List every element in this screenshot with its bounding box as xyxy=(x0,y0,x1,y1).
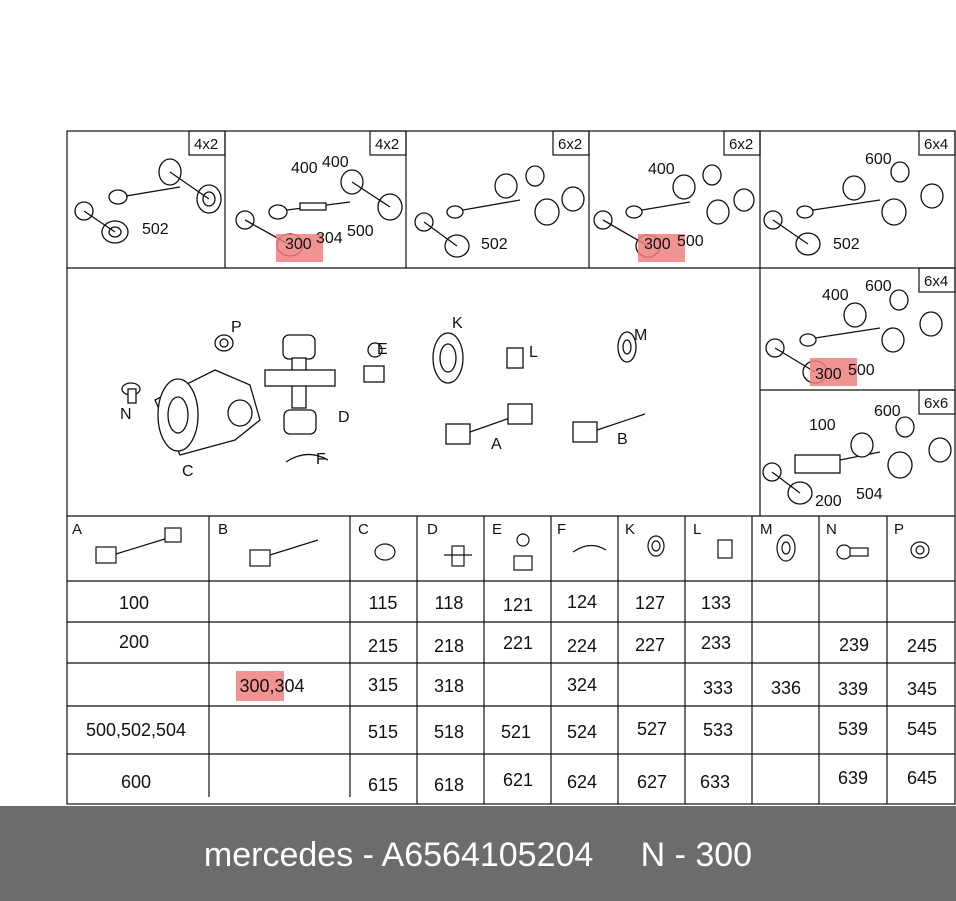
column-header: A xyxy=(72,521,83,538)
column-header: B xyxy=(218,521,229,538)
flange-yoke-c xyxy=(155,370,260,455)
callout-label: 600 xyxy=(874,403,901,420)
table-cell: 618 xyxy=(433,775,465,795)
column-header: F xyxy=(557,521,567,538)
table-cell: 600 xyxy=(120,772,152,792)
table-cell: 100 xyxy=(118,593,150,613)
table-cell-highlighted: 300,304 xyxy=(239,676,305,696)
seal-k xyxy=(433,333,463,383)
config-tag: 6x6 xyxy=(924,395,949,412)
table-cell: 633 xyxy=(699,772,731,792)
callout-label: 500 xyxy=(848,362,875,379)
part-letter: C xyxy=(182,463,194,480)
table-cell: 245 xyxy=(906,636,938,656)
callout-label: 600 xyxy=(865,151,892,168)
table-cell: 621 xyxy=(502,770,534,790)
table-cell: 215 xyxy=(367,636,399,656)
part-letter: E xyxy=(377,341,388,358)
table-cell: 333 xyxy=(702,678,734,698)
table-cell: 221 xyxy=(502,633,534,653)
table-cell: 224 xyxy=(566,636,598,656)
footer-part-number: A6564105204 xyxy=(381,836,594,874)
part-letter: A xyxy=(491,436,502,453)
callout-label: 300 xyxy=(644,236,671,253)
part-letter: K xyxy=(452,315,463,332)
shaft-a xyxy=(446,404,532,444)
callout-label: 300 xyxy=(815,366,842,383)
part-letter: F xyxy=(316,451,326,468)
column-header: N xyxy=(826,521,837,538)
part-letter: M xyxy=(634,327,648,344)
table-cell: 200 xyxy=(118,632,150,652)
table-cell: 539 xyxy=(837,719,869,739)
table-cell: 218 xyxy=(433,636,465,656)
callout-label: 304 xyxy=(316,230,343,247)
column-header: L xyxy=(693,521,702,538)
table-cell: 124 xyxy=(566,592,598,612)
table-cell: 521 xyxy=(500,722,532,742)
nut-p xyxy=(215,335,233,351)
table-cell: 645 xyxy=(906,768,938,788)
footer-brand: mercedes xyxy=(203,836,354,874)
column-header: P xyxy=(894,521,905,538)
plug-l xyxy=(507,348,523,368)
table-cell: 115 xyxy=(368,593,398,613)
column-header: D xyxy=(427,521,438,538)
table-cell: 127 xyxy=(634,593,666,613)
column-header: E xyxy=(492,521,503,538)
table-cell: 515 xyxy=(367,722,399,742)
callout-label: 500 xyxy=(677,233,704,250)
config-tag: 6x4 xyxy=(924,136,949,153)
bolt-n xyxy=(122,383,140,403)
part-letter: D xyxy=(338,409,350,426)
table-cell: 315 xyxy=(367,675,399,695)
callout-label: 400 xyxy=(322,154,349,171)
callout-label: 400 xyxy=(648,161,675,178)
config-tag: 6x4 xyxy=(924,273,949,290)
table-cell: 345 xyxy=(906,679,938,699)
shaft-b xyxy=(573,414,645,442)
table-cell: 324 xyxy=(566,675,598,695)
table-cell: 639 xyxy=(837,768,869,788)
footer-position: N - 300 xyxy=(640,836,753,874)
callout-label: 300 xyxy=(285,236,312,253)
table-cell: 524 xyxy=(566,722,598,742)
config-tag: 6x2 xyxy=(558,136,583,153)
callout-label: 502 xyxy=(142,221,169,238)
table-cell: 533 xyxy=(702,720,734,740)
table-cell: 527 xyxy=(636,719,668,739)
callout-label: 502 xyxy=(833,236,860,253)
callout-label: 100 xyxy=(809,417,836,434)
callout-label: 504 xyxy=(856,486,883,503)
part-letter: P xyxy=(231,319,242,336)
column-header: M xyxy=(760,521,773,538)
callout-label: 400 xyxy=(291,160,318,177)
table-cell: 336 xyxy=(770,678,802,698)
callout-label: 500 xyxy=(347,223,374,240)
callout-label: 400 xyxy=(822,287,849,304)
table-cell: 318 xyxy=(433,676,465,696)
part-letter: B xyxy=(617,431,628,448)
part-letter: N xyxy=(120,406,132,423)
config-tag: 4x2 xyxy=(194,136,219,153)
table-cell: 227 xyxy=(634,635,666,655)
table-cell: 233 xyxy=(700,633,732,653)
column-header: C xyxy=(358,521,369,538)
table-cell: 133 xyxy=(700,593,732,613)
table-cell: 624 xyxy=(566,772,598,792)
footer-separator: - xyxy=(353,836,382,874)
table-cell: 545 xyxy=(906,719,938,739)
footer-text xyxy=(0,838,956,872)
table-cell: 615 xyxy=(367,775,399,795)
table-cell: 118 xyxy=(434,593,464,613)
table-cell: 627 xyxy=(636,772,668,792)
callout-label: 200 xyxy=(815,493,842,510)
spider-d xyxy=(265,335,335,434)
callout-label: 600 xyxy=(865,278,892,295)
callout-label: 502 xyxy=(481,236,508,253)
table-cell: 339 xyxy=(837,679,869,699)
table-cell: 121 xyxy=(502,595,534,615)
config-tag: 6x2 xyxy=(729,136,754,153)
part-letter: L xyxy=(529,344,538,361)
table-cell: 518 xyxy=(433,722,465,742)
column-header: K xyxy=(625,521,636,538)
footer-spacer xyxy=(593,836,640,874)
config-tag: 4x2 xyxy=(375,136,400,153)
table-cell: 239 xyxy=(838,635,870,655)
table-cell: 500,502,504 xyxy=(85,720,187,740)
